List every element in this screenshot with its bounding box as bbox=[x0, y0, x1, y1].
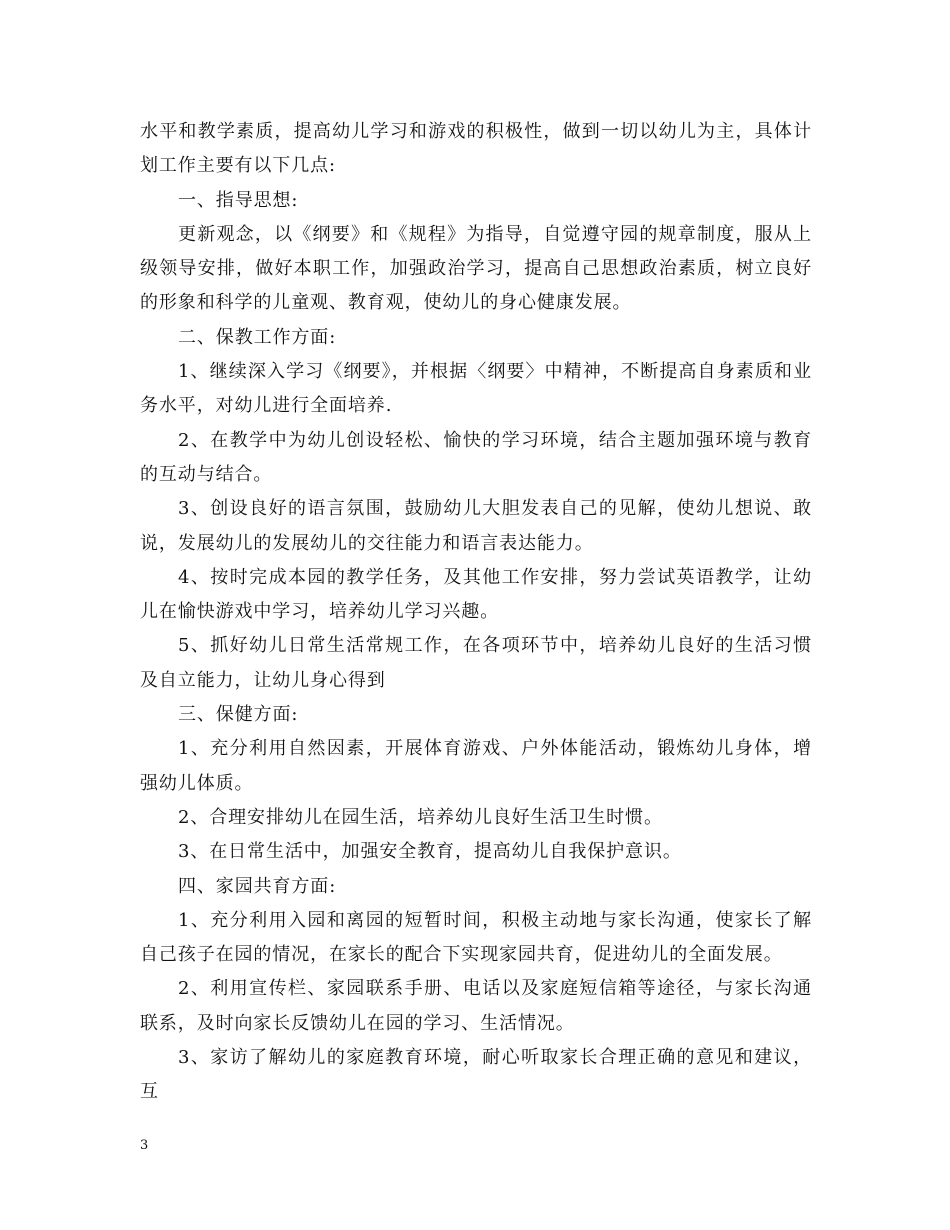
list-item: 4、按时完成本园的教学任务，及其他工作安排，努力尝试英语教学，让幼儿在愉快游戏中学习，培养幼儿学习兴趣。 bbox=[140, 566, 812, 623]
section-heading: 一、指导思想: bbox=[178, 189, 299, 211]
paragraph: 水平和教学素质，提高幼儿学习和游戏的积极性，做到一切以幼儿为主，具体计划工作主要有以下几点: bbox=[140, 121, 812, 177]
document-body bbox=[140, 115, 812, 1110]
list-item: 5、抓好幼儿日常生活常规工作，在各项环节中，培养幼儿良好的生活习惯及自立能力，让幼儿身心得到 bbox=[140, 635, 812, 691]
list-item: 1、充分利用入园和离园的短暂时间，积极主动地与家长沟通，使家长了解自己孩子在园的情况，在家长的配合下实现家园共育，促进幼儿的全面发展。 bbox=[140, 909, 812, 966]
page-number: 3 bbox=[140, 1138, 149, 1153]
list-item: 1、充分利用自然因素，开展体育游戏、户外体能活动，锻炼幼儿身体，增强幼儿体质。 bbox=[140, 738, 812, 794]
section-heading: 四、家园共育方面: bbox=[178, 875, 337, 897]
list-item: 2、利用宣传栏、家园联系手册、电话以及家庭短信箱等途径，与家长沟通联系，及时向家长反馈幼儿在园的学习、生活情况。 bbox=[140, 978, 812, 1034]
section-heading: 三、保健方面: bbox=[178, 704, 299, 726]
list-item: 2、在教学中为幼儿创设轻松、愉快的学习环境，结合主题加强环境与教育的互动与结合。 bbox=[140, 429, 812, 485]
list-item: 3、家访了解幼儿的家庭教育环境，耐心听取家长合理正确的意见和建议，互 bbox=[140, 1047, 812, 1103]
list-item: 1、继续深入学习《纲要》，并根据〈纲要〉中精神，不断提高自身素质和业务水平，对幼儿进行全面培养. bbox=[140, 361, 812, 417]
list-item: 2、合理安排幼儿在园生活，培养幼儿良好生活卫生时惯。 bbox=[178, 806, 663, 828]
paragraph: 更新观念，以《纲要》和《规程》为指导，自觉遵守园的规章制度，服从上级领导安排，做好本职工作，加强政治学习，提高自己思想政治素质，树立良好的形象和科学的儿童观、教育观，使幼儿的身心健康发展。 bbox=[140, 223, 812, 314]
list-item: 3、在日常生活中，加强安全教育，提高幼儿自我保护意识。 bbox=[178, 841, 682, 863]
list-item: 3、创设良好的语言氛围，鼓励幼儿大胆发表自己的见解，使幼儿想说、敢说，发展幼儿的发展幼儿的交往能力和语言表达能力。 bbox=[140, 498, 812, 554]
section-heading: 二、保教工作方面: bbox=[178, 326, 337, 348]
